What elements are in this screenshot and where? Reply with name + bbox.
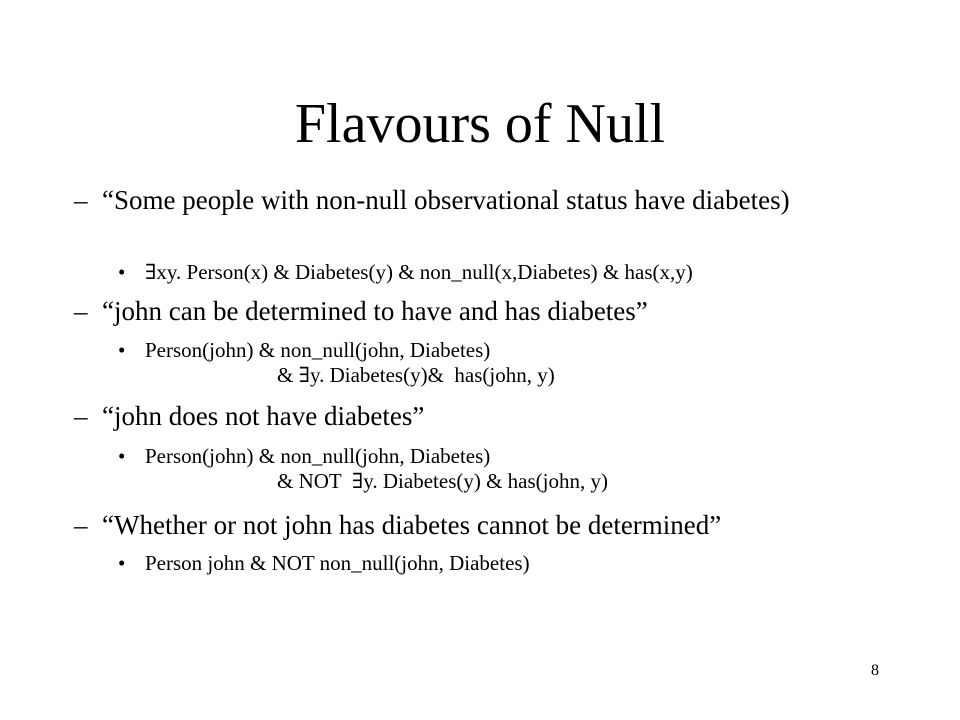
item-text: “john does not have diabetes” [102,401,425,431]
bullet-marker: • [118,260,126,284]
dash-marker: – [74,401,88,431]
formula-text: ∃xy. Person(x) & Diabetes(y) & non_null(x,Diabetes) & has(x,y) [145,260,693,284]
formula-continuation: & ∃y. Diabetes(y)& has(john, y) [277,363,555,387]
bullet-marker: • [118,551,126,575]
bullet-marker: • [118,338,126,362]
formula-text: Person(john) & non_null(john, Diabetes) [145,444,491,468]
slide-title: Flavours of Null [294,93,666,155]
formula-continuation: & NOT ∃y. Diabetes(y) & has(john, y) [277,469,608,493]
formula-text: Person(john) & non_null(john, Diabetes) [145,338,491,362]
dash-marker: – [74,510,88,540]
item-text: “Some people with non-null observational status have diabetes) [102,185,790,215]
formula-text: Person john & NOT non_null(john, Diabetes) [145,551,530,575]
item-text: “john can be determined to have and has diabetes” [102,296,648,326]
dash-marker: – [74,296,88,326]
bullet-marker: • [118,444,126,468]
dash-marker: – [74,185,88,215]
page-number: 8 [871,662,879,679]
item-text: “Whether or not john has diabetes cannot be determined” [102,510,722,540]
